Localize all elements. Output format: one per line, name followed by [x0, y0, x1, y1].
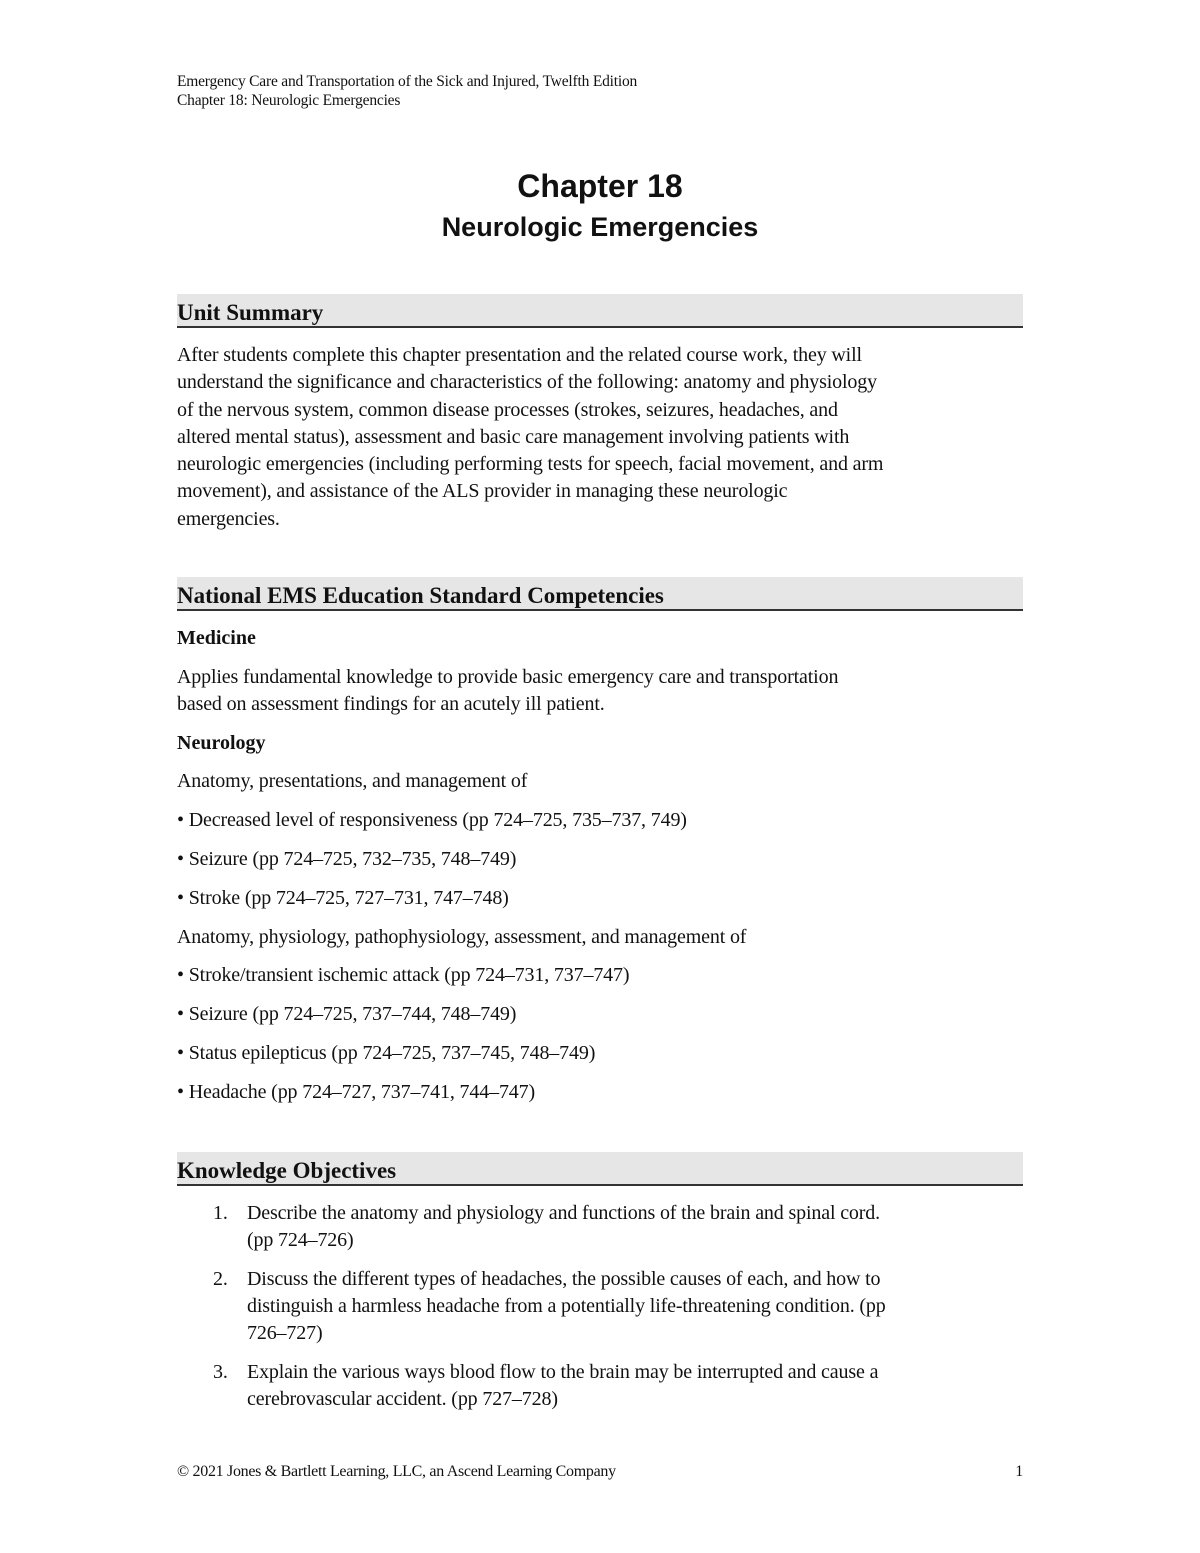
objective-text [247, 1359, 1027, 1413]
summary-line: After students complete this chapter presentation and the related course work, they will [177, 344, 862, 366]
document-page [177, 0, 1023, 1553]
chapter-title: Neurologic Emergencies [441, 212, 759, 242]
running-header [177, 72, 637, 110]
objective-text [247, 1200, 1027, 1254]
summary-line: of the nervous system, common disease processes (strokes, seizures, headaches, and [177, 398, 838, 421]
competencies-heading: National EMS Education Standard Competencies [177, 577, 1023, 611]
page-footer [177, 1462, 1023, 1482]
book-title: Emergency Care and Transportation of the Sick and Injured, Twelfth Edition [177, 73, 638, 90]
objective-line: Discuss the different types of headaches, the possible causes of each, and how to [247, 1268, 881, 1290]
objective-number: 2. [213, 1268, 228, 1290]
medicine-line: based on assessment findings for an acutely ill patient. [177, 693, 605, 716]
objective-line: Explain the various ways blood flow to the brain may be interrupted and cause a [247, 1361, 879, 1383]
medicine-text [177, 664, 1027, 719]
bullet-item: • Headache (pp 724–727, 737–741, 744–747) [177, 1081, 536, 1103]
objective-line: distinguish a harmless headache from a potentially life-threatening condition. (pp [247, 1295, 886, 1317]
objective-line: 726–727) [247, 1322, 323, 1344]
summary-line: understand the significance and characteristics of the following: anatomy and physiology [177, 371, 877, 394]
objective-number: 3. [213, 1361, 228, 1383]
copyright-notice: © 2021 Jones & Bartlett Learning, LLC, an Ascend Learning Company [177, 1463, 616, 1480]
summary-line: emergencies. [177, 507, 280, 530]
objective-number: 1. [213, 1202, 228, 1224]
neurology-heading: Neurology [177, 732, 266, 754]
medicine-line: Applies fundamental knowledge to provide basic emergency care and transportation [177, 666, 839, 688]
bullet-item: • Seizure (pp 724–725, 732–735, 748–749) [177, 848, 517, 870]
objective-line: Describe the anatomy and physiology and functions of the brain and spinal cord. [247, 1202, 880, 1224]
unit-summary-heading: Unit Summary [177, 294, 1023, 328]
bullet-item: • Stroke/transient ischemic attack (pp 724–731, 737–747) [177, 964, 630, 986]
title-block [177, 166, 1023, 244]
bullet-item: • Status epilepticus (pp 724–725, 737–745, 748–749) [177, 1042, 596, 1064]
chapter-number: Chapter 18 [517, 168, 683, 204]
bullet-item: • Decreased level of responsiveness (pp 724–725, 735–737, 749) [177, 809, 687, 831]
objective-text [247, 1266, 1027, 1347]
summary-line: movement), and assistance of the ALS provider in managing these neurologic [177, 480, 788, 503]
chapter-line: Chapter 18: Neurologic Emergencies [177, 92, 401, 109]
objective-line: (pp 724–726) [247, 1229, 354, 1251]
page-number: 1 [1015, 1463, 1023, 1480]
objective-line: cerebrovascular accident. (pp 727–728) [247, 1388, 558, 1410]
summary-line: altered mental status), assessment and basic care management involving patients with [177, 425, 850, 448]
summary-line: neurologic emergencies (including performing tests for speech, facial movement, and arm [177, 453, 884, 476]
neurology-intro-1: Anatomy, presentations, and management of [177, 770, 528, 792]
knowledge-objectives-heading: Knowledge Objectives [177, 1152, 1023, 1186]
neurology-intro-2: Anatomy, physiology, pathophysiology, assessment, and management of [177, 926, 747, 948]
bullet-item: • Seizure (pp 724–725, 737–744, 748–749) [177, 1003, 517, 1025]
unit-summary-text [177, 342, 1027, 533]
medicine-heading: Medicine [177, 627, 256, 649]
bullet-item: • Stroke (pp 724–725, 727–731, 747–748) [177, 887, 509, 909]
